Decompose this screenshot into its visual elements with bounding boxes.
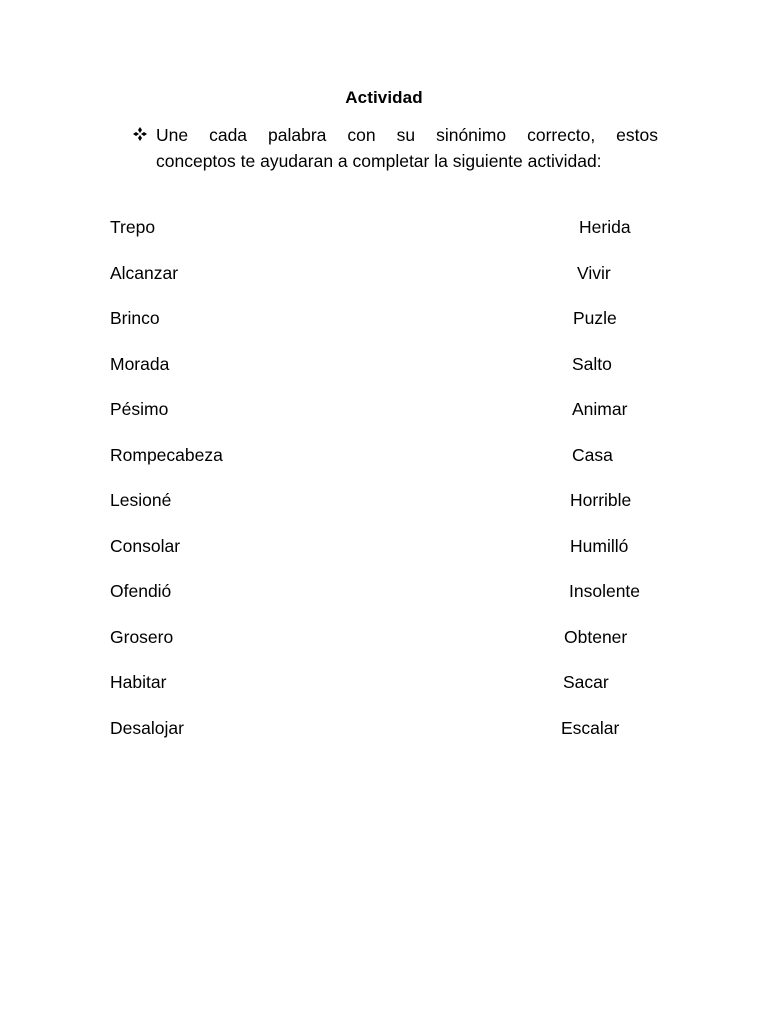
left-word: Consolar xyxy=(110,535,181,556)
right-word: Animar xyxy=(572,399,628,419)
right-word: Herida xyxy=(579,217,631,237)
instruction-line-1: Une cada palabra con su sinónimo correcto, estos xyxy=(156,125,658,145)
right-word: Sacar xyxy=(563,672,609,692)
left-word: Habitar xyxy=(110,672,167,692)
left-word: Rompecabeza xyxy=(110,444,223,465)
left-word: Grosero xyxy=(110,626,174,647)
left-word: Brinco xyxy=(110,308,160,328)
left-word: Pésimo xyxy=(110,399,169,419)
right-word: Casa xyxy=(572,444,613,465)
right-word: Obtener xyxy=(564,626,628,647)
right-word: Puzle xyxy=(573,308,617,328)
right-word: Escalar xyxy=(561,717,620,738)
right-word: Vivir xyxy=(577,262,611,283)
left-word: Alcanzar xyxy=(110,262,179,283)
page-title: Actividad xyxy=(345,88,423,107)
right-word: Insolente xyxy=(569,581,641,601)
left-word: Desalojar xyxy=(110,717,184,738)
diamond-bullet-icon xyxy=(132,126,148,142)
left-word: Ofendió xyxy=(110,581,172,601)
right-word: Humilló xyxy=(570,535,629,556)
left-word: Lesioné xyxy=(110,490,172,510)
left-word: Morada xyxy=(110,353,170,374)
left-word: Trepo xyxy=(110,217,156,237)
right-word: Salto xyxy=(572,353,612,374)
right-word-list xyxy=(555,214,640,760)
right-word: Horrible xyxy=(570,490,632,510)
instruction-line-2: conceptos te ayudaran a completar la siguiente actividad: xyxy=(156,151,602,171)
instruction xyxy=(132,122,658,174)
instruction-text xyxy=(156,122,658,174)
left-word-list xyxy=(110,214,223,760)
